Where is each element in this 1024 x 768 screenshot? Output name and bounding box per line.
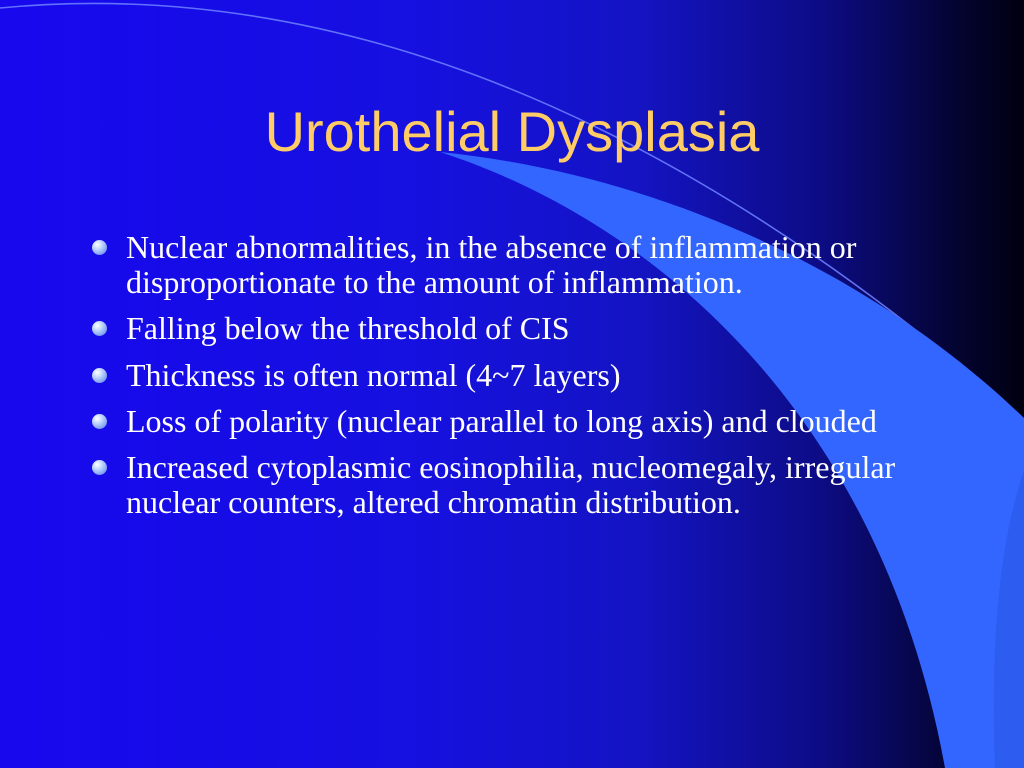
bullet-dot-icon: [92, 414, 107, 429]
bullet-text: Increased cytoplasmic eosinophilia, nucleomegaly, irregular nuclear counters, altered chromatin distribution.: [126, 448, 896, 521]
bullet-text: Falling below the threshold of CIS: [126, 310, 570, 347]
bullet-text: Nuclear abnormalities, in the absence of inflammation or disproportionate to the amount of inflammation.: [126, 229, 857, 301]
bullet-item: [92, 450, 942, 520]
bullet-list: [92, 230, 942, 531]
bullet-item: [92, 230, 942, 300]
bullet-dot-icon: [92, 321, 107, 336]
bullet-item: [92, 404, 942, 439]
bullet-text: Loss of polarity (nuclear parallel to long axis) and clouded: [126, 402, 877, 439]
bullet-dot-icon: [92, 368, 107, 383]
bullet-dot-icon: [92, 460, 107, 475]
slide-title: Urothelial Dysplasia: [264, 100, 760, 163]
bullet-item: [92, 311, 942, 346]
bullet-text: Thickness is often normal (4~7 layers): [126, 356, 621, 393]
bullet-dot-icon: [92, 240, 107, 255]
bullet-item: [92, 358, 942, 393]
